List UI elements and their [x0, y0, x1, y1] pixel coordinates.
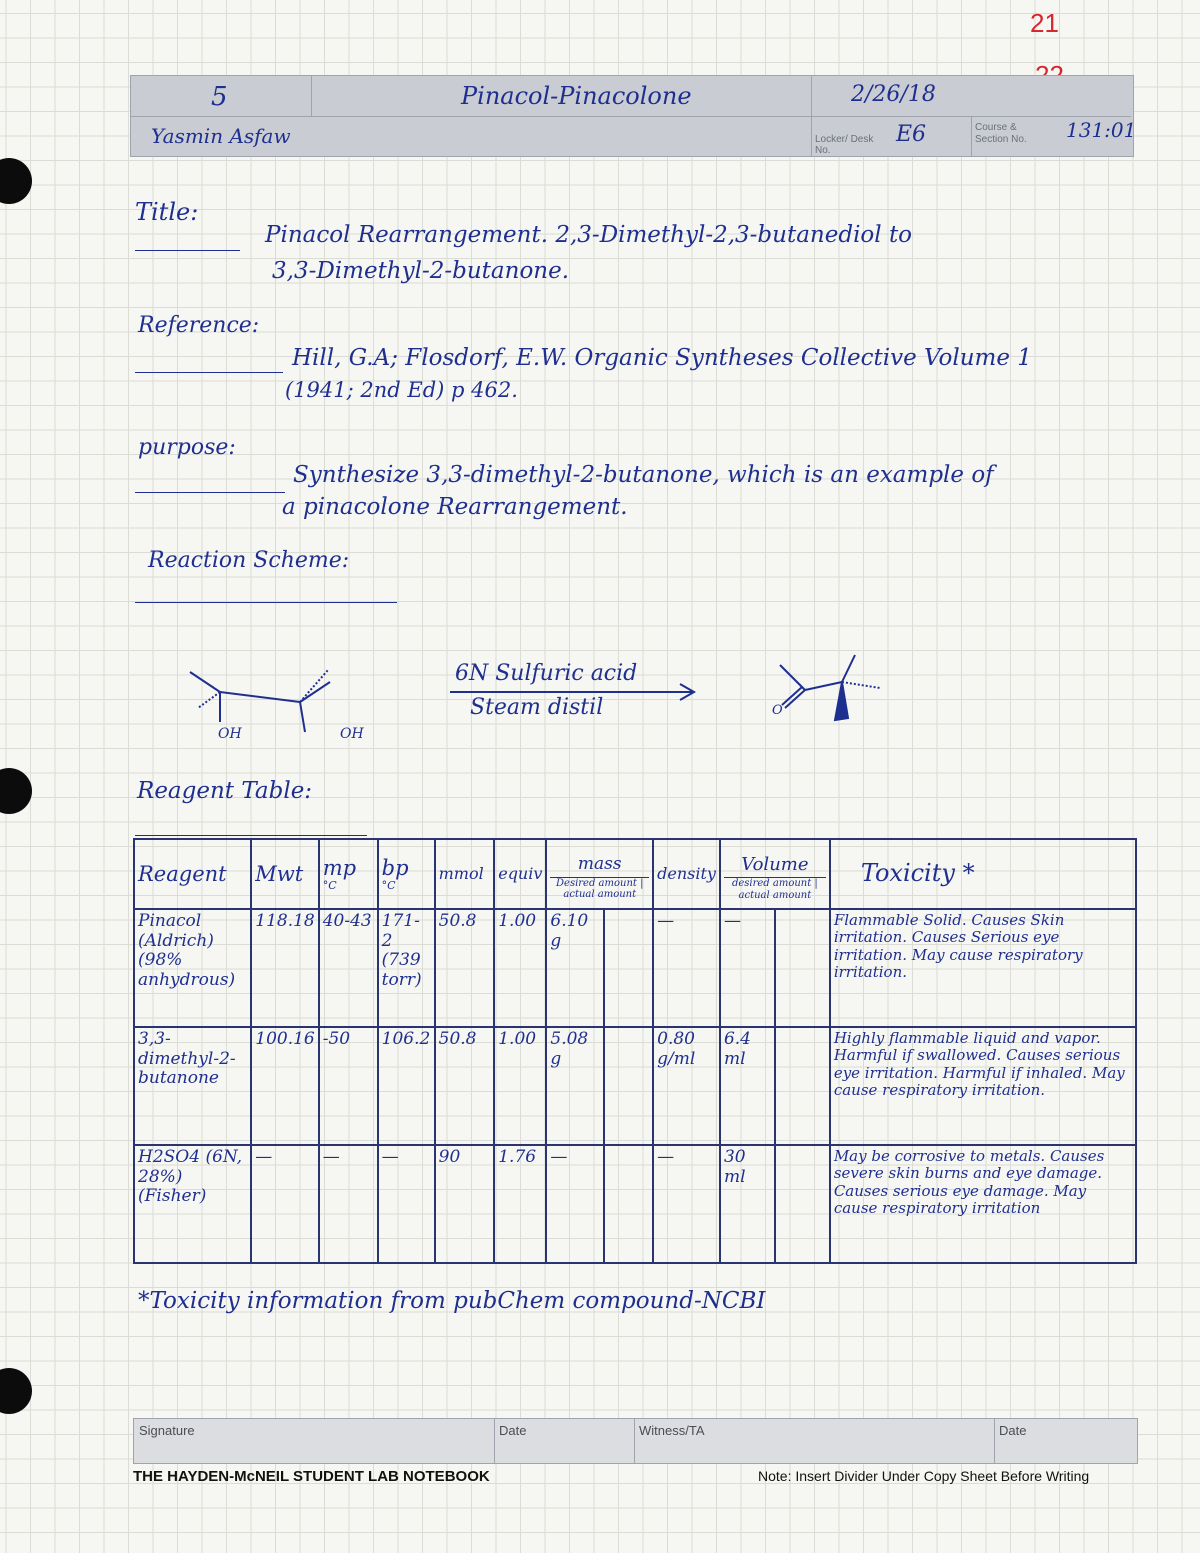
header-volume [720, 839, 830, 909]
cell-equiv: 1.76 [494, 1145, 546, 1263]
header-equiv: equiv [494, 839, 546, 909]
experiment-title: Pinacol-Pinacolone [461, 82, 692, 110]
reaction-scheme-underline [135, 602, 397, 603]
reagent-table-underline [135, 835, 367, 836]
reagent-line-2: Steam distil [470, 695, 604, 720]
reagent-table [133, 838, 1137, 1264]
cell-mass-desired: — [546, 1145, 603, 1263]
table-row [134, 1145, 1136, 1263]
witness-label: Witness/TA [639, 1423, 705, 1438]
header-mass-desired: Desired amount [556, 877, 637, 889]
cell-equiv: 1.00 [494, 1027, 546, 1145]
reference-underline [135, 372, 283, 373]
cell-mwt: — [251, 1145, 318, 1263]
table-header-row [134, 839, 1136, 909]
signature-footer [133, 1418, 1138, 1464]
header-mp-unit: °C [322, 878, 337, 892]
header-density: density [653, 839, 720, 909]
header-mwt: Mwt [251, 839, 318, 909]
cell-mwt: 118.18 [251, 909, 318, 1027]
course-cell [971, 116, 1137, 156]
binder-hole [0, 1368, 32, 1414]
witness-cell [634, 1419, 995, 1463]
reaction-scheme-drawing [180, 640, 900, 750]
header-mass [546, 839, 653, 909]
purpose-line-2: a pinacolone Rearrangement. [282, 494, 628, 520]
course-value: 131:01 [1066, 118, 1137, 142]
header-mass-actual: actual amount [563, 889, 637, 901]
reference-label: Reference: [138, 313, 260, 338]
reagent-table-label: Reagent Table: [137, 778, 313, 804]
cell-mass-actual [604, 1027, 653, 1145]
notebook-header [130, 75, 1137, 157]
title-label: Title: [135, 198, 199, 226]
header-mp-text: mp [322, 855, 357, 880]
title-line-2: 3,3-Dimethyl-2-butanone. [272, 258, 570, 284]
cell-mp: — [319, 1145, 378, 1263]
reference-line-1: Hill, G.A; Flosdorf, E.W. Organic Syntheses Collective Volume 1 [292, 345, 1032, 371]
binder-hole [0, 158, 32, 204]
header-bp-unit: °C [381, 878, 396, 892]
carbonyl-o-label: O [772, 703, 783, 718]
cell-mmol: 50.8 [435, 1027, 495, 1145]
cell-mmol: 90 [435, 1145, 495, 1263]
cell-equiv: 1.00 [494, 909, 546, 1027]
cell-toxicity: May be corrosive to metals. Causes severe skin burns and eye damage. Causes serious eye damage. May cause respiratory irritation [830, 1145, 1136, 1263]
cell-density: — [653, 1145, 720, 1263]
course-label: Course & Section No. [975, 122, 1027, 145]
cell-bp: 171-2 (739 torr) [378, 909, 435, 1027]
header-volume-sub: desired amount | actual amount [724, 877, 826, 901]
cell-reagent: Pinacol (Aldrich) (98% anhydrous) [134, 909, 251, 1027]
reagent-line-1: 6N Sulfuric acid [455, 661, 638, 686]
toxicity-footnote: *Toxicity information from pubChem compound-NCBI [138, 1288, 766, 1314]
cell-toxicity: Highly flammable liquid and vapor. Harmful if swallowed. Causes serious eye irritation. Harmful if inhaled. May cause respiratory irritation. [830, 1027, 1136, 1145]
cell-volume-desired: 6.4 ml [720, 1027, 775, 1145]
cell-bp: 106.2 [378, 1027, 435, 1145]
header-bp-text: bp [381, 855, 409, 880]
header-volume-text: Volume [741, 853, 809, 875]
title-line-1: Pinacol Rearrangement. 2,3-Dimethyl-2,3-butanediol to [265, 222, 913, 248]
header-volume-actual: actual amount [738, 889, 812, 901]
cell-mwt: 100.16 [251, 1027, 318, 1145]
locker-cell [811, 116, 972, 156]
cell-volume-actual [775, 909, 830, 1027]
cell-volume-actual [775, 1027, 830, 1145]
pinacol-structure [190, 670, 330, 732]
cell-volume-desired: 30 ml [720, 1145, 775, 1263]
page-number-grey: 21 [1030, 8, 1059, 38]
table-row [134, 909, 1136, 1027]
cell-mmol: 50.8 [435, 909, 495, 1027]
date-cell-2 [994, 1419, 1136, 1463]
cell-mass-desired: 6.10 g [546, 909, 603, 1027]
header-mass-sub: Desired amount | actual amount [550, 877, 649, 901]
cell-mp: 40-43 [319, 909, 378, 1027]
name-cell [131, 116, 812, 156]
cell-density: — [653, 909, 720, 1027]
date-label-2: Date [999, 1423, 1027, 1438]
purpose-label: purpose: [138, 435, 236, 460]
binder-hole [0, 768, 32, 814]
oh-left-label: OH [218, 726, 242, 742]
cell-reagent: H2SO4 (6N, 28%) (Fisher) [134, 1145, 251, 1263]
exp-no-cell [131, 76, 312, 117]
cell-toxicity: Flammable Solid. Causes Skin irritation. Causes Serious eye irritation. May cause respiratory irritation. [830, 909, 1136, 1027]
cell-mp: -50 [319, 1027, 378, 1145]
reference-line-2: (1941; 2nd Ed) p 462. [285, 378, 518, 402]
header-mmol: mmol [435, 839, 495, 909]
header-reagent: Reagent [134, 839, 251, 909]
date-cell [811, 76, 1131, 117]
cell-mass-actual [604, 909, 653, 1027]
signature-label: Signature [139, 1423, 195, 1438]
cell-bp: — [378, 1145, 435, 1263]
cell-reagent: 3,3-dimethyl-2-butanone [134, 1027, 251, 1145]
table-row [134, 1027, 1136, 1145]
header-mass-text: mass [577, 854, 622, 875]
notebook-brand: THE HAYDEN-McNEIL STUDENT LAB NOTEBOOK [133, 1468, 490, 1485]
purpose-underline [135, 492, 285, 493]
purpose-line-1: Synthesize 3,3-dimethyl-2-butanone, which is an example of [293, 462, 994, 488]
header-volume-desired: desired amount [731, 878, 812, 890]
signature-cell [134, 1419, 495, 1463]
cell-mass-actual [604, 1145, 653, 1263]
cell-volume-desired: — [720, 909, 775, 1027]
pinacolone-structure [780, 655, 880, 720]
date-label-1: Date [499, 1423, 527, 1438]
copy-sheet-note: Note: Insert Divider Under Copy Sheet Before Writing [758, 1468, 1090, 1484]
reaction-scheme-label: Reaction Scheme: [148, 548, 350, 573]
cell-density: 0.80 g/ml [653, 1027, 720, 1145]
header-bp [378, 839, 435, 909]
locker-label: Locker/ Desk No. [815, 134, 874, 156]
experiment-title-cell [311, 76, 812, 117]
header-mp [319, 839, 378, 909]
oh-right-label: OH [340, 726, 364, 742]
name-value: Yasmin Asfaw [151, 124, 291, 148]
cell-mass-desired: 5.08 g [546, 1027, 603, 1145]
date-value: 2/26/18 [851, 82, 936, 107]
title-underline [135, 250, 240, 251]
cell-volume-actual [775, 1145, 830, 1263]
header-toxicity: Toxicity * [830, 839, 1136, 909]
date-cell-1 [494, 1419, 635, 1463]
locker-value: E6 [896, 122, 927, 147]
exp-no-value: 5 [211, 82, 228, 112]
